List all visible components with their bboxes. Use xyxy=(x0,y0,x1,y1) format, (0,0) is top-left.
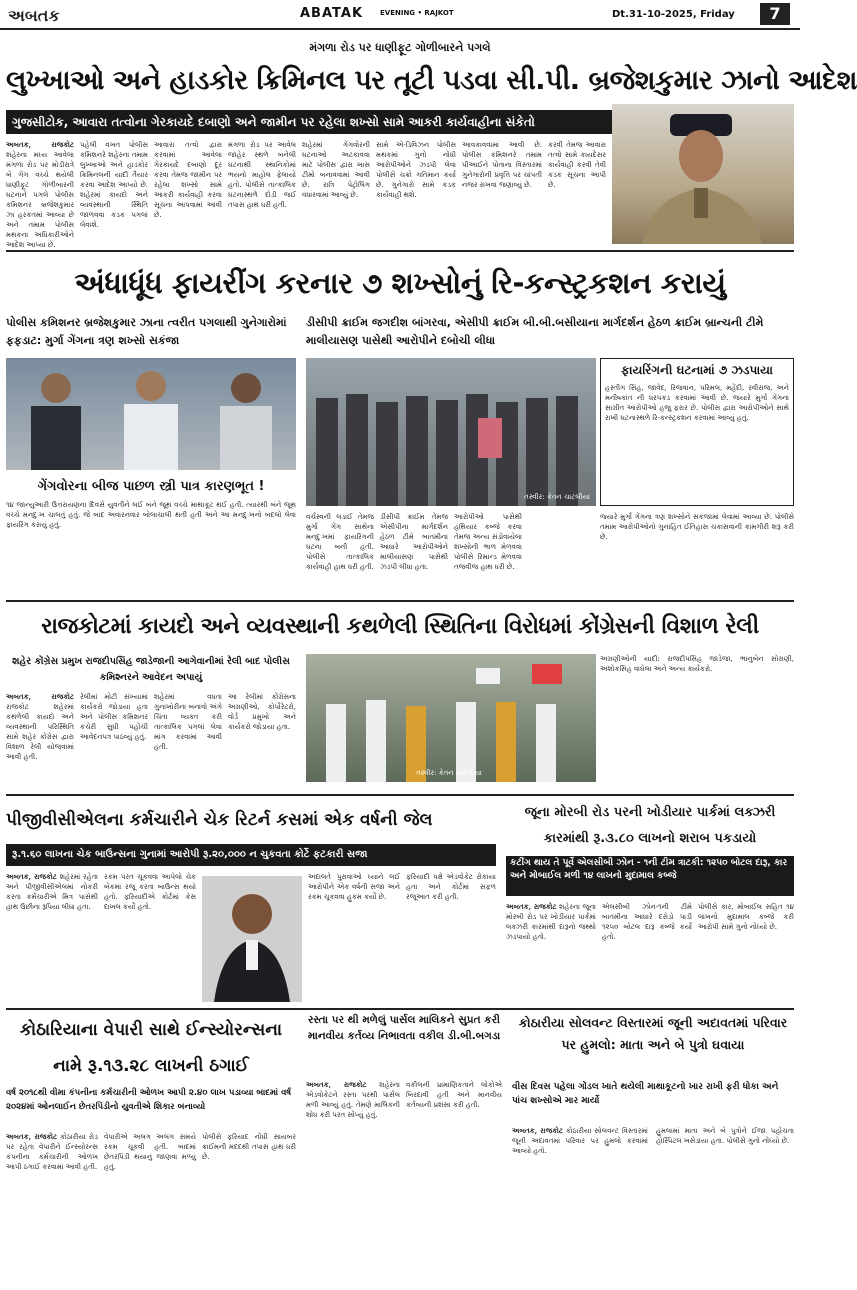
edition-label: EVENING • RAJKOT xyxy=(380,9,454,17)
story7-col-1 xyxy=(306,1080,400,1282)
crowd-figures xyxy=(306,358,596,506)
story6-dateline: અબતક, રાજકોટ xyxy=(6,1132,58,1141)
story1-col-6: સામે એ-ડિવિઝન પોલીસ મથકમાં ગુનો નોંધી આરોપીઓને ઝડપી લેવા પોલીસે ચક્રો ગતિમાન કર્યા છે. ગુનેગારો સામે કડક કાર્યવાહી થશે. xyxy=(376,141,456,199)
story8-headline: કોઠારીયા સોલવન્ટ વિસ્તારમાં જૂની અદાવતમાં પરિવાર પર હુમલો: માતા અને બે પુત્રો ઘવાયા xyxy=(518,1015,788,1052)
story7-body-1: શહેરના એડવોકેટને રસ્તા પરથી પાર્સલ મળી આવ્યું હતું. તેમણે માલિકની શોધ કરી પરત સોંપ્યું હતું. xyxy=(306,1081,400,1119)
story1-headline: લુખ્ખાઓ અને હાડકોર ક્રિમિનલ પર તૂટી પડવા સી.પી. બ્રજેશકુમાર ઝાનો આદેશ xyxy=(6,65,857,96)
story3-photo-caption: તસ્વીર: કેતન ચાટલીયા xyxy=(416,769,482,777)
story2-col-b: ડીસીપી ક્રાઈમ તેમજ એસીપીના માર્ગદર્શન હેઠળ ટીમે બાતમીના આધારે આરોપીઓને માલીયાસણ પાસેથી ઝડપી લીધા હતા. xyxy=(380,513,448,571)
cp-portrait-photo xyxy=(612,104,794,244)
story5-body-1: શહેરના જૂના મોરબી રોડ પર ખોડીયાર પાર્કમાં લક્ઝરી કારમાંથી દારૂનો જથ્થો ઝડપાયો હતો. xyxy=(506,903,597,941)
story6-sub: વર્ષ ૨૦૧૮થી વીમા કંપનીના કર્મચારીની ઓળખ આપી ૨.૪૦ લાખ પડાવ્યા બાદમાં વર્ષ ૨૦૨૪માં ઓનલાઈન છેતરપિંડીનો યુવતીએ શિકાર બનાવ્યો xyxy=(6,1088,292,1112)
story8-col-2: હુમલામાં માતા અને બે પુત્રોને ઈજા પહોંચતા હોસ્પિટલ ખસેડાયા હતા. પોલીસે ગુનો નોંધ્યો છે. xyxy=(656,1127,794,1145)
story5-dateline: અબતક, રાજકોટ xyxy=(506,902,557,911)
three-men-figures xyxy=(6,358,296,470)
story4-col-3: અદાલતે પુરાવાઓ ધ્યાને લઈ આરોપીને એક વર્ષની સજા અને રકમ ચૂકવવા હુકમ કર્યો છે. xyxy=(308,873,400,901)
story4-dateline: અબતક, રાજકોટ xyxy=(6,872,57,881)
story5-col-2: એલસીબી ઝોન-૧ની ટીમે બાતમીના આધારે દરોડો પાડી ૧૨૫૦ બોટલ દારૂ કબ્જે કર્યો હતો. xyxy=(602,903,692,941)
story4-headline: પીજીવીસીએલના કર્મચારીને ચેક રિટર્ન કસમાં એક વર્ષની જેલ xyxy=(6,810,433,830)
story3-col-3: શહેરમાં વધતા ગુનાખોરીના બનાવો અંગે ચિંતા વ્યક્ત કરી તાત્કાલિક પગલાં લેવા માંગ કરવામાં આવી હતી. xyxy=(154,693,222,751)
logo: અબતક xyxy=(8,6,60,25)
story3-body-1: રાજકોટ શહેરમાં કથળેલી કાયદો અને વ્યવસ્થાની પરિસ્થિતિ સામે શહેર કોંગ્રેસ દ્વારા વિશાળ રેલી યોજવામાં આવી હતી. xyxy=(6,703,74,761)
story4-body-1: શહેરમાં રહેતા અને પીજીવીસીએલમાં નોકરી કરતા કર્મચારીએ મિત્ર પાસેથી હાથ ઉછીના રૂપિયા લીધા હતા. xyxy=(6,873,99,911)
story7-headline: રસ્તા પર થી મળેલું પાર્સલ માલિકને સુપ્રત કરી માનવીય કર્તવ્ય નિભાવતા વકીલ ડી.બી.બગડા xyxy=(307,1014,501,1042)
advocate-photo xyxy=(202,876,302,1002)
story1-col-2: પહેલી વખત પોલીસ કમિશનરે શહેરના તમામ લુખ્ખાઓ અને હાડકોર ક્રિમિનલની યાદી તૈયાર કરવા આદેશ આપ્યો છે. શહેરમાં કાયદો અને વ્યવસ્થાની સ્થિતિ જાળવવા કડક પગલાં લેવાશે. xyxy=(80,141,148,229)
story8-col-1 xyxy=(512,1126,648,1282)
story2-photo-reconstruction xyxy=(306,358,596,506)
divider xyxy=(6,794,794,796)
story5-headline: જૂના મોરબી રોડ પરની ખોડીયાર પાર્કમાં લક્ઝરી કારમાંથી રૂ.૩.૮૦ લાખનો શરાબ પકડાયો xyxy=(524,805,776,846)
story5-col-1 xyxy=(506,902,596,1004)
story2-photo-caption: તસ્વીર: કેતન ચાટલીયા xyxy=(524,493,590,501)
story3-col-2: રેલીમાં મોટી સંખ્યામાં કાર્યકરો જોડાયા હતા અને પોલીસ કમિશનર કચેરી સુધી પહોંચી આવેદનપત્ર પાઠવ્યું હતું. xyxy=(80,693,148,741)
story7-col-2: વકીલની પ્રામાણિકતાને લોકોએ બિરદાવી હતી અને માનવીય કર્તવ્યની પ્રશંસા કરી હતી. xyxy=(406,1081,502,1109)
story7-dateline: અબતક, રાજકોટ xyxy=(306,1080,367,1089)
story6-col-3: પોલીસે ફરિયાદ નોંધી સાયબર ક્રાઈમની મદદથી તપાસ હાથ ધરી છે. xyxy=(202,1133,296,1161)
story2-col-d: જ્યારે મુર્ગા ગેંગના ત્રણ શખ્સોને સકંજામાં લેવામાં આવ્યા છે. પોલીસે તમામ આરોપીઓનો ગુનાહિત ઈતિહાસ ચકાસવાની કામગીરી શરૂ કરી છે. xyxy=(600,513,794,541)
story2-gang-text: ૧૪ જાન્યુઆરી ઉત્તરાયણના દિવસે યુવતીને લઈ બંને જૂથ વચ્ચે માથાકૂટ થઈ હતી. ત્યારથી બંને જૂથ વચ્ચે મનદુઃખ ચાલતું હતું. જે બાદ અવારનવાર બોલાચાલી થતી હતી અને આ મનદુઃખનો બદલો લેવા ફાયરિંગ કરાયું હતું. xyxy=(6,501,296,529)
story2-gang-title: ગેંગવોરના બીજ પાછળ સ્ત્રી પાત્ર કારણભૂત ! xyxy=(37,479,265,494)
story8-dateline: અબતક, રાજકોટ xyxy=(512,1126,563,1135)
officer-figure xyxy=(612,104,794,244)
masthead-bar xyxy=(0,0,800,30)
story1-col-5: શહેરમાં ગેંગવોરની ઘટનાઓ અટકાવવા માટે પોલીસ દ્વારા ખાસ ટીમો બનાવવામાં આવી છે. રાત્રિ પેટ્રોલિંગ વધારવામાં આવ્યું છે. xyxy=(302,141,370,199)
story1-col-7: આવકાવવામાં આવી છે. પોલીસ કમિશનરે તમામ પીઆઈને પોતાના વિસ્તારમાં ગુનેગારોની પ્રવૃત્તિ પર ચાંપતી નજર રાખવા જણાવ્યું છે. xyxy=(462,141,542,189)
story4-col-1 xyxy=(6,872,98,1004)
story4-col-4: ફરિયાદી પક્ષે એડવોકેટ રોકાયા હતા અને કોર્ટમાં સફળ રજૂઆત કરી હતી. xyxy=(406,873,496,901)
story4-col-2: રકમ પરત ચૂકવવા આપેલો ચેક બેંકમાં રજૂ કરતા બાઉન્સ થયો હતો. ફરિયાદીએ કોર્ટમાં કેસ દાખલ કર્યો હતો. xyxy=(104,873,196,911)
story1-col-4: મંગળા રોડ પર આવેલ જાહેર સ્થળે બનેલી ઘટનાથી સ્થાનિકોમાં ભયનો માહોલ ફેલાયો હતો. પોલીસે તાત્કાલિક ઘટનાસ્થળે દોડી જઈ તપાસ હાથ ધરી હતી. xyxy=(228,141,296,209)
story2-col-c: આરોપીઓ પાસેથી હથિયાર કબ્જે કરવા તેમજ અન્ય સંડોવાયેલા શખ્સોની ભાળ મેળવવા પોલીસે રિમાન્ડ મેળવવા તજવીજ હાથ ધરી છે. xyxy=(454,513,522,571)
story8-sub: વીસ દિવસ પહેલા ગોંડલ ખાતે થયેલી માથાકૂટનો ખાર રાખી ફરી ધોકા અને પાંચ શખ્સોએ માર માર્યો xyxy=(512,1082,779,1106)
story8-body-1: કોઠારીયા સોલવન્ટ વિસ્તારમાં જૂની અદાવતમાં પરિવાર પર હુમલો કરવામાં આવ્યો હતો. xyxy=(512,1127,648,1155)
story6-headline: કોઠારિયાના વેપારી સાથે ઈન્સ્યોરન્સના નામે રૂ.૧૩.૨૮ લાખની ઠગાઈ xyxy=(19,1020,283,1076)
story1-dateline: અબતક, રાજકોટ xyxy=(6,140,74,149)
story5-sub: કટીંગ થાય તે પૂર્વે એલસીબી ઝોન - ૧ની ટીમ ત્રાટકી: ૧૨૫૦ બોટલ દારૂ, કાર અને મોબાઈલ મળી ૧૪ લાખનો મુદામાલ કબ્જે xyxy=(506,856,794,896)
story2-box xyxy=(600,358,794,506)
advocate-figure xyxy=(202,876,302,1002)
story3-headline: રાજકોટમાં કાયદો અને વ્યવસ્થાની કથળેલી સ્થિતિના વિરોધમાં કોંગ્રેસની વિશાળ રેલી xyxy=(41,614,759,639)
rally-crowd xyxy=(306,654,596,782)
story6-body-1: કોઠારીયા રોડ પર રહેતા વેપારીને ઈન્સ્યોરન્સ કંપનીના કર્મચારીની ઓળખ આપી ઠગાઈ કરવામાં આવી હતી. xyxy=(6,1133,98,1171)
story2-col-a: વર્ચસ્વની લડાઈ તેમજ મુર્ગા ગેંગ સાથેના મનદુઃખમાં ફાયરિંગની ઘટના બની હતી. પોલીસે તાત્કાલિક કાર્યવાહી હાથ ધરી હતી. xyxy=(306,513,374,571)
page-number: 7 xyxy=(760,3,790,25)
story1-kicker-bar xyxy=(0,36,800,52)
story1-col-3: આવારા તત્વો દ્વારા કરવામાં આવેલા ગેરકાયદે દબાણો દૂર કરવા તેમજ જામીન પર રહેલા શખ્સો સામે આકરી કાર્યવાહી કરવા સૂચના આપવામાં આવી છે. xyxy=(154,141,222,219)
story2-sub-right: ડીસીપી ક્રાઈમ જગદીશ બાંગરવા, એસીપી ક્રાઈમ બી.બી.બસીયાના માર્ગદર્શન હેઠળ ક્રાઈમ બ્રાન્ચની ટીમે માલીયાસણ પાસેથી આરોપીને દબોચી લીધા xyxy=(306,316,764,347)
masthead-title: ABATAK xyxy=(300,6,364,21)
story2-box-text: હસ્તીગ સિંહ, જાવેદ, રિજવાન, પરિમલ, મહેંદી, રવીરાજ, અને મનીષકાંત ની ધરપકડ કરવામાં આવી છે. જયારે મુર્ગા ગેંગના સાગ્રીત આરોપીઓ હજુ ફરાર છે. પોલીસ દ્વારા આરોપીઓને સાથે રાખી ઘટનાસ્થળે રિ-કન્સ્ટ્રકશન કરવામાં આવ્યું હતું. xyxy=(605,384,789,422)
story3-photo-rally xyxy=(306,654,596,782)
story3-col-1 xyxy=(6,692,74,790)
issue-date: Dt.31-10-2025, Friday xyxy=(612,9,735,20)
divider xyxy=(6,600,794,602)
divider xyxy=(6,250,794,252)
story1-kicker: મંગળા રોડ પર ધાણીફૂટ ગોળીબારને પગલે xyxy=(309,41,491,54)
story2-headline: અંધાધૂંધ ફાયરીંગ કરનાર ૭ શખ્સોનું રિ-કન્સ્ટ્રકશન કરાયું xyxy=(74,266,726,300)
story3-col-5: અગ્રણીઓની યાદી: રાજદીપસિંહ જાડેજા, ભાનુબેન સોરાણી, અશોકસિંહ વાઘેલા અને અન્ય કાર્યકરો. xyxy=(600,655,794,673)
story3-dateline: અબતક, રાજકોટ xyxy=(6,692,74,701)
story3-sub: શહેર કોંગ્રેસ પ્રમુખ રાજદીપસિંહ જાડેજાની આગેવાનીમાં રેલી બાદ પોલીસ કમિશ્નરને આવેદન અપાયું xyxy=(12,656,290,683)
story1-body-1: શહેરના મધ્ય આવેલા મંગળા રોડ પર મોડીરાત્રે બે ગેંગ વચ્ચે થયેલી ધાણીફૂટ ગોળીબારની ઘટનાને પગલે પોલીસ કમિશનર બ્રજેશકુમાર ઝા હરકતમાં આવ્યા છે અને તમામ પોલીસ મથકના અધિકારીઓને આદેશ આપ્યા છે. xyxy=(6,151,74,249)
story6-col-1 xyxy=(6,1132,98,1282)
divider xyxy=(6,1008,794,1010)
story2-box-title: ફાયરિંગની ઘટનામાં ૭ ઝડપાયા xyxy=(621,363,773,377)
story1-col-8: કરવી તેમજ આવારા તત્વો સામે કાયદેસર કાર્યવાહી કરવી તેવી કડક સૂચના આપી છે. xyxy=(548,141,606,189)
story3-col-4: આ રેલીમાં કોંગ્રેસના અગ્રણીઓ, કોર્પોરેટરો, વોર્ડ પ્રમુખો અને કાર્યકરો જોડાયા હતા. xyxy=(228,693,296,731)
story4-sub: રૂ.૧.૬૦ લાખના ચેક બાઉન્સના ગુનામાં આરોપી રૂ.૨૦,૦૦૦ ન ચુકવતા કોર્ટે ફટકારી સજા xyxy=(6,844,496,866)
story2-sub-left: પોલીસ કમિશનર બ્રજેશકુમાર ઝાના ત્વરીત પગલાથી ગુનેગારોમાં ફફડાટ: મુર્ગા ગેંગના ત્રણ શખ્સો સકંજા xyxy=(6,316,287,347)
story1-subhead: ગુજસીટોક, આવારા તત્વોના ગેરકાયદે દબાણો અને જામીન પર રહેલા શખ્સો સામે આકરી કાર્યવાહીના સંકેતો xyxy=(6,110,668,134)
story5-col-3: પોલીસે કાર, મોબાઈલ સહિત ૧૪ લાખનો મુદામાલ કબ્જે કરી આરોપી સામે ગુનો નોંધ્યો છે. xyxy=(698,903,794,931)
story1-col-1 xyxy=(6,140,74,249)
story2-photo-accused-left xyxy=(6,358,296,470)
story6-col-2: વેપારીએ અલગ અલગ સમયે રકમ ચૂકવી હતી. બાદમાં છેતરપિંડી થયાનું જાણવા મળ્યું હતું. xyxy=(104,1133,196,1171)
